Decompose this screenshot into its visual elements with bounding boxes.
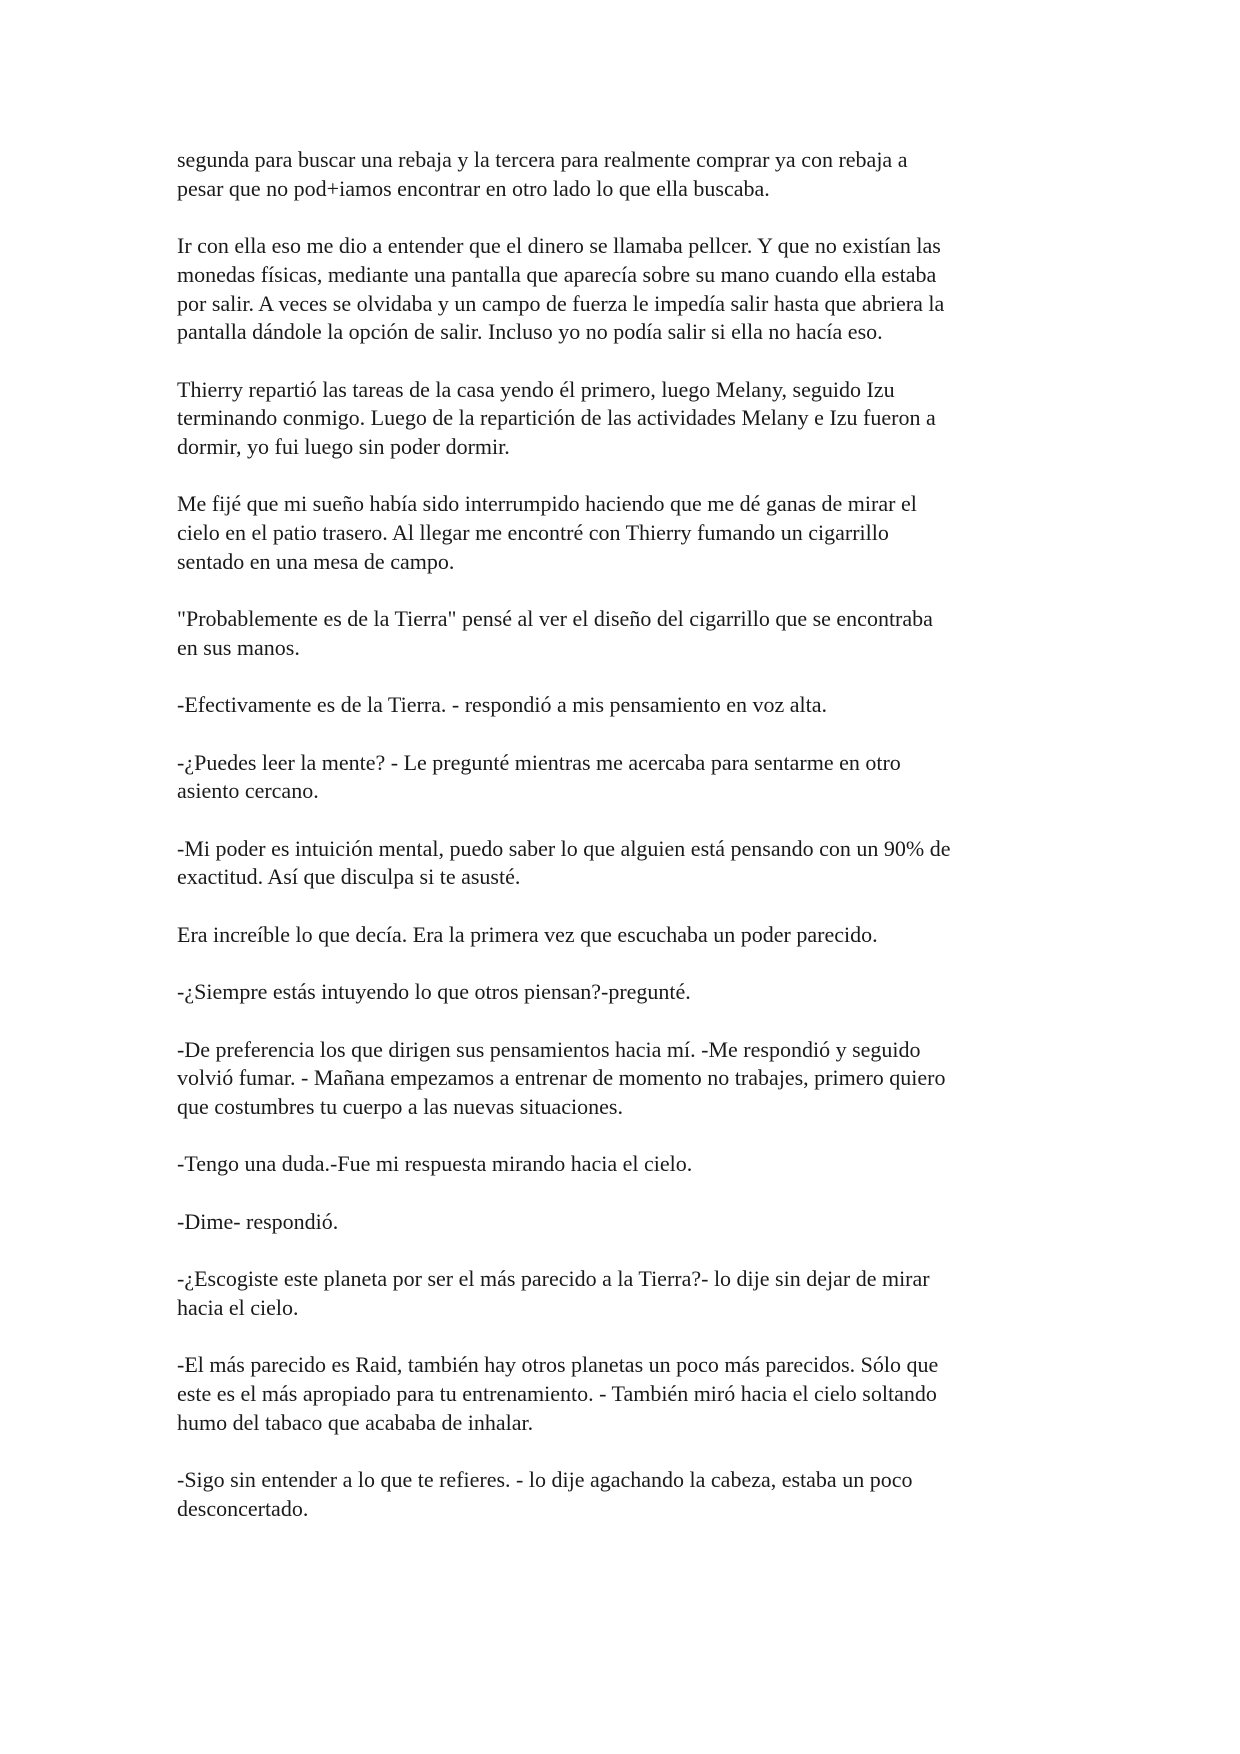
paragraph	[177, 605, 1077, 662]
paragraph	[177, 978, 1077, 1007]
paragraph	[177, 232, 1077, 347]
document-body	[177, 146, 1077, 1552]
paragraph	[177, 1036, 1077, 1122]
text-line: Era increíble lo que decía. Era la primera vez que escuchaba un poder parecido.	[177, 921, 878, 947]
text-line: -¿Puedes leer la mente? - Le pregunté mientras me acercaba para sentarme en otro	[177, 749, 901, 775]
text-line: terminando conmigo. Luego de la repartición de las actividades Melany e Izu fueron a	[177, 405, 936, 431]
text-line: pesar que no pod+iamos encontrar en otro lado lo que ella buscaba.	[177, 175, 770, 201]
text-line: -¿Siempre estás intuyendo lo que otros piensan?-pregunté.	[177, 979, 691, 1005]
text-line: hacia el cielo.	[177, 1294, 299, 1320]
text-line: -Sigo sin entender a lo que te refieres. - lo dije agachando la cabeza, estaba un poco	[177, 1467, 913, 1493]
paragraph	[177, 1466, 1077, 1523]
paragraph	[177, 490, 1077, 576]
text-line: este es el más apropiado para tu entrenamiento. - También miró hacia el cielo soltando	[177, 1381, 937, 1407]
text-line: -Mi poder es intuición mental, puedo saber lo que alguien está pensando con un 90% de	[177, 835, 951, 861]
paragraph	[177, 376, 1077, 462]
text-line: por salir. A veces se olvidaba y un campo de fuerza le impedía salir hasta que abriera la	[177, 290, 945, 316]
text-line: -Efectivamente es de la Tierra. - respondió a mis pensamiento en voz alta.	[177, 692, 828, 718]
text-line: que costumbres tu cuerpo a las nuevas situaciones.	[177, 1094, 623, 1120]
text-line: pantalla dándole la opción de salir. Incluso yo no podía salir si ella no hacía eso.	[177, 319, 883, 345]
paragraph	[177, 921, 1077, 950]
text-line: -El más parecido es Raid, también hay otros planetas un poco más parecidos. Sólo que	[177, 1352, 939, 1378]
paragraph	[177, 146, 1077, 203]
text-line: Me fijé que mi sueño había sido interrumpido haciendo que me dé ganas de mirar el	[177, 491, 917, 517]
text-line: sentado en una mesa de campo.	[177, 548, 455, 574]
text-line: -De preferencia los que dirigen sus pensamientos hacia mí. -Me respondió y seguido	[177, 1036, 921, 1062]
text-line: desconcertado.	[177, 1495, 309, 1521]
paragraph	[177, 691, 1077, 720]
text-line: exactitud. Así que disculpa si te asusté.	[177, 864, 521, 890]
text-line: en sus manos.	[177, 634, 300, 660]
paragraph	[177, 749, 1077, 806]
text-line: volvió fumar. - Mañana empezamos a entrenar de momento no trabajes, primero quiero	[177, 1065, 946, 1091]
text-line: -Tengo una duda.-Fue mi respuesta mirando hacia el cielo.	[177, 1151, 693, 1177]
text-line: Ir con ella eso me dio a entender que el dinero se llamaba pellcer. Y que no existían las	[177, 233, 941, 259]
text-line: "Probablemente es de la Tierra" pensé al ver el diseño del cigarrillo que se encontraba	[177, 606, 933, 632]
text-line: -¿Escogiste este planeta por ser el más parecido a la Tierra?- lo dije sin dejar de mirar	[177, 1266, 930, 1292]
text-line: dormir, yo fui luego sin poder dormir.	[177, 434, 510, 459]
text-line: Thierry repartió las tareas de la casa yendo él primero, luego Melany, seguido Izu	[177, 376, 895, 402]
paragraph	[177, 1351, 1077, 1437]
text-line: -Dime- respondió.	[177, 1208, 339, 1234]
text-line: segunda para buscar una rebaja y la tercera para realmente comprar ya con rebaja a	[177, 147, 908, 172]
paragraph	[177, 1150, 1077, 1179]
text-line: humo del tabaco que acababa de inhalar.	[177, 1409, 534, 1435]
paragraph	[177, 1265, 1077, 1322]
text-line: asiento cercano.	[177, 778, 319, 804]
text-line: cielo en el patio trasero. Al llegar me encontré con Thierry fumando un cigarrillo	[177, 520, 889, 546]
paragraph	[177, 835, 1077, 892]
text-line: monedas físicas, mediante una pantalla que aparecía sobre su mano cuando ella estaba	[177, 261, 937, 287]
paragraph	[177, 1208, 1077, 1237]
